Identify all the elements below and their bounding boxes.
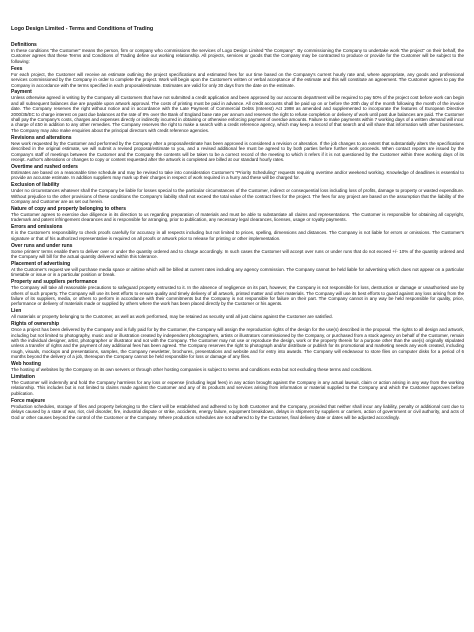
section-paragraph: Some printers' terms enable them to deliver over or under the quantity ordered and to charge accordingly. In such cases the Customer will accept over runs or under runs that do not exceed +/- 10% of the quantity ordered and the Company will bill for the actual quantity delivered within this tolerance.	[11, 248, 464, 259]
sections-container	[11, 42, 464, 420]
section-heading: Errors and omissions	[11, 224, 63, 231]
section-paragraph: Estimates are based on a reasonable time schedule and may be revised to take into consideration Customer's "Priority Scheduling" requests requiring overtime and/or weekend working. Knowledge of deadlines is essential to provide an accurate estimate. In addition suppliers may mark up their charges in respect of work required in a hurry and these will be charged for.	[11, 169, 464, 181]
section-heading: Nature of copy and property belonging to others	[11, 205, 127, 212]
section-paragraph: At the Customer's request we will purchase media space or airtime which will be billed at current rates including any agency commission. The Company cannot be held liable for advertising which does not appear on a particular timetable or issue or in a particular position or break.	[11, 266, 464, 278]
section-paragraph: Under no circumstances whatever shall the Company be liable for losses special to the particular circumstances of the Customer, indirect or consequential loss including loss of profits, damage to property or wasted expenditure. Without prejudice to the other provisions of these conditions the Company's liability shall not exceed the total value of the contract fees for the project. The fees for any project are based on the assumption that the liability of the Company and Customer are as set out herein.	[11, 188, 464, 205]
terms-document	[11, 26, 464, 422]
section-paragraph: The Customer will indemnify and hold the Company harmless for any loss or expense (including legal fees) in any action brought against the Company in any actual lawsuit, claim or action arising in any way from the working relationship. This includes but is not limited to claims made against the Customer and any of its products and services arising from information or material supplied to the Company and which the Customer approves before publication.	[11, 380, 464, 396]
section-paragraph: For each project, the Customer will receive an estimate outlining the project specifications and estimated fees for our time based on the Company's current hourly rate and, where appropriate, any goods and professional services commissioned by the Company in order to complete the project. Work will begin upon the Customer's written or verbal acceptance of the estimate and this will constitute an agreement. The Customer agrees to pay the Company in accordance with the terms specified in each proposal/estimate. Estimates are valid for only 30 days from the date on the estimate.	[11, 71, 464, 88]
section-heading: Definitions	[11, 42, 37, 48]
section-heading: Fees	[11, 65, 23, 72]
section-heading: Web hosting	[11, 361, 41, 368]
section-paragraph: Production schedules, storage of files and property belonging to the Client will be established and adhered to by both Customer and the Company, provided that neither shall incur any liability, penalty or additional cost due to delays caused by a state of war, riot, civil disorder, fire, industrial dispute or strike, accidents, energy failure, equipment breakdown, delays in shipment by suppliers or carriers, action of government or civil authority, and acts of God or other causes beyond the control of the Customer or the Company. Where production schedules are not adhered to by the Customer, final delivery date or dates will be adjusted accordingly.	[11, 403, 464, 420]
section-paragraph: All materials or property belonging to the Customer, as well as work performed, may be retained as security until all just claims against the Customer are satisfied.	[11, 314, 333, 320]
section-paragraph: The Company will take all reasonable precautions to safeguard property entrusted to it. In the absence of negligence on its part, however, the Company is not responsible for loss, destruction or damage or unauthorised use by others of such property. The Company will use its best efforts to ensure quality and timely delivery of all artwork, printed matter and other materials. The Company will use its best efforts to guard against any loss arising from the failure of its suppliers, media, or others to perform in accordance with their commitments but the Company is not responsible for failure on their part. The Company cannot in any way be held responsible for quality, price, performance or delivery of materials made or supplied by others where the work has been placed directly by the Customer or his agents.	[11, 285, 464, 307]
section-paragraph: The Customer agrees to exercise due diligence in its direction to us regarding preparation of materials and must be able to substantiate all claims and representations. The Customer is responsible for obtaining all copyright, trademark and patent infringement clearances and is responsible for arranging, prior to publication, any necessary legal clearances, licenses, usage or royalty payments.	[11, 211, 464, 223]
section-paragraph: It is the Customer's responsibility to check proofs carefully for accuracy in all respects including but not limited to prices, spelling, dimensions and distances. The Company is not liable for errors or omissions. The Customer's signature or that of his authorized representative is required on all proofs or artwork prior to release for printing or other implementation.	[11, 230, 464, 241]
section-paragraph: Unless otherwise agreed in writing by the Company all Customers that have not submitted a credit application and been approved by our accounts department will be required to pay 50% of the project cost before work can begin and all subsequent balances due are payable upon artwork approval. The costs of printing must be paid in advance. All credit accounts shall be paid up on or before the 20th day of the month following the month of the invoice date. The Company reserves the right without notice and in accordance with the Late Payment of Commercial Debts (Interest) Act 1998 as amended and supplemented to incorporate the features of European Directive 2000/35/EC to charge interest on past due balances at the rate of 8% over the Bank of England base rate per annum and reserves the right to refuse completion or delivery of work until past due balances are paid. The Customer shall pay the Company's costs, charges and expenses directly or indirectly incurred in obtaining or otherwise enforcing payment of overdue amounts. Failure to make payments within 7 working days of a written demand will incur a charge of £50 in addition to any other remedies. The Company reserves the right to make a search with a credit reference agency, which may keep a record of that search and will share that information with other businesses. The Company may also make enquiries about the principal directors with credit reference agencies.	[11, 95, 464, 133]
section-heading: Limitation	[11, 374, 35, 381]
section-heading: Payment	[11, 89, 32, 96]
section-heading: Revisions and alterations	[11, 134, 72, 141]
section-heading: Rights of ownership	[11, 321, 60, 328]
section-paragraph: Once a project has been delivered by the Company and is fully paid for by the Customer, the Company will assign the reproduction rights of the design for the use(s) described in the proposal. The rights to all design and artwork, including but not limited to photography, music and or illustration created by independent photographers, artists or illustrators commissioned by the Company, or purchased from a stock agency on behalf of the Customer, remain with the individual designer, artist, photographer or illustrator and not with the Company. The Customer may not use or reproduce the design, work or the property therein for a purpose other than the use(s) originally stipulated unless a transfer of rights and the payment of any additional fees has been agreed. The Company reserves the right to photograph and/or distribute or publish for its promotional and marketing needs any work created, including rough, visuals, mockups and presentations, samples, the Company newsletter, brochures, presentations and website and for entry into awards. The Company will endeavour to store files on computer disks for a period of 6 months beyond the delivery of a job, thereupon the Company cannot be held responsible for loss or damage of any files.	[11, 327, 464, 360]
document-title: Logo Design Limited - Terms and Conditions of Trading	[11, 26, 154, 32]
section-paragraph: The hosting of websites by the Company on its own servers or through other hosting companies is subject to terms and conditions extra but not excluding these terms and conditions.	[11, 367, 373, 373]
section-heading: Lien	[11, 308, 22, 315]
section-heading: Placement of advertising	[11, 260, 71, 267]
section-heading: Property and suppliers performance	[11, 279, 98, 286]
section-paragraph: New work requested by the Customer and performed by the Company after a proposal/estimate has been approved is considered a revision or alteration. If the job changes to an extent that substantially alters the specifications described in the original estimate, we will submit a revised proposal/estimate to you, and a revised additional fee must be agreed to by both parties before further work proceeds. When contact reports are issued by the Company's staff of meetings between the Customer and the Company the contents will be taken to be a correct record of the meeting to which it refers if it is not questioned by the Customer within three working days of its receipt. Author's alterations or changes to copy or content requested after the artwork is completed are billed at our standard hourly rates.	[11, 140, 464, 162]
section-paragraph: In these conditions "the Customer" means the person, firm or company who commissions the services of Logo Design Limited "the Company". By commissioning the Company to undertake work "the project" on their behalf, the Customer agrees that these Terms and Conditions of Trading define our working relationship. All projects, services or goods that the Company may be contracted to produce or provide for the Customer will be subject to the following:	[11, 48, 464, 64]
section-heading: Force majeure	[11, 397, 46, 404]
section-heading: Exclusion of liability	[11, 182, 60, 189]
section-heading: Overtime and rushed orders	[11, 163, 78, 170]
section-heading: Over runs and under runs	[11, 242, 73, 249]
